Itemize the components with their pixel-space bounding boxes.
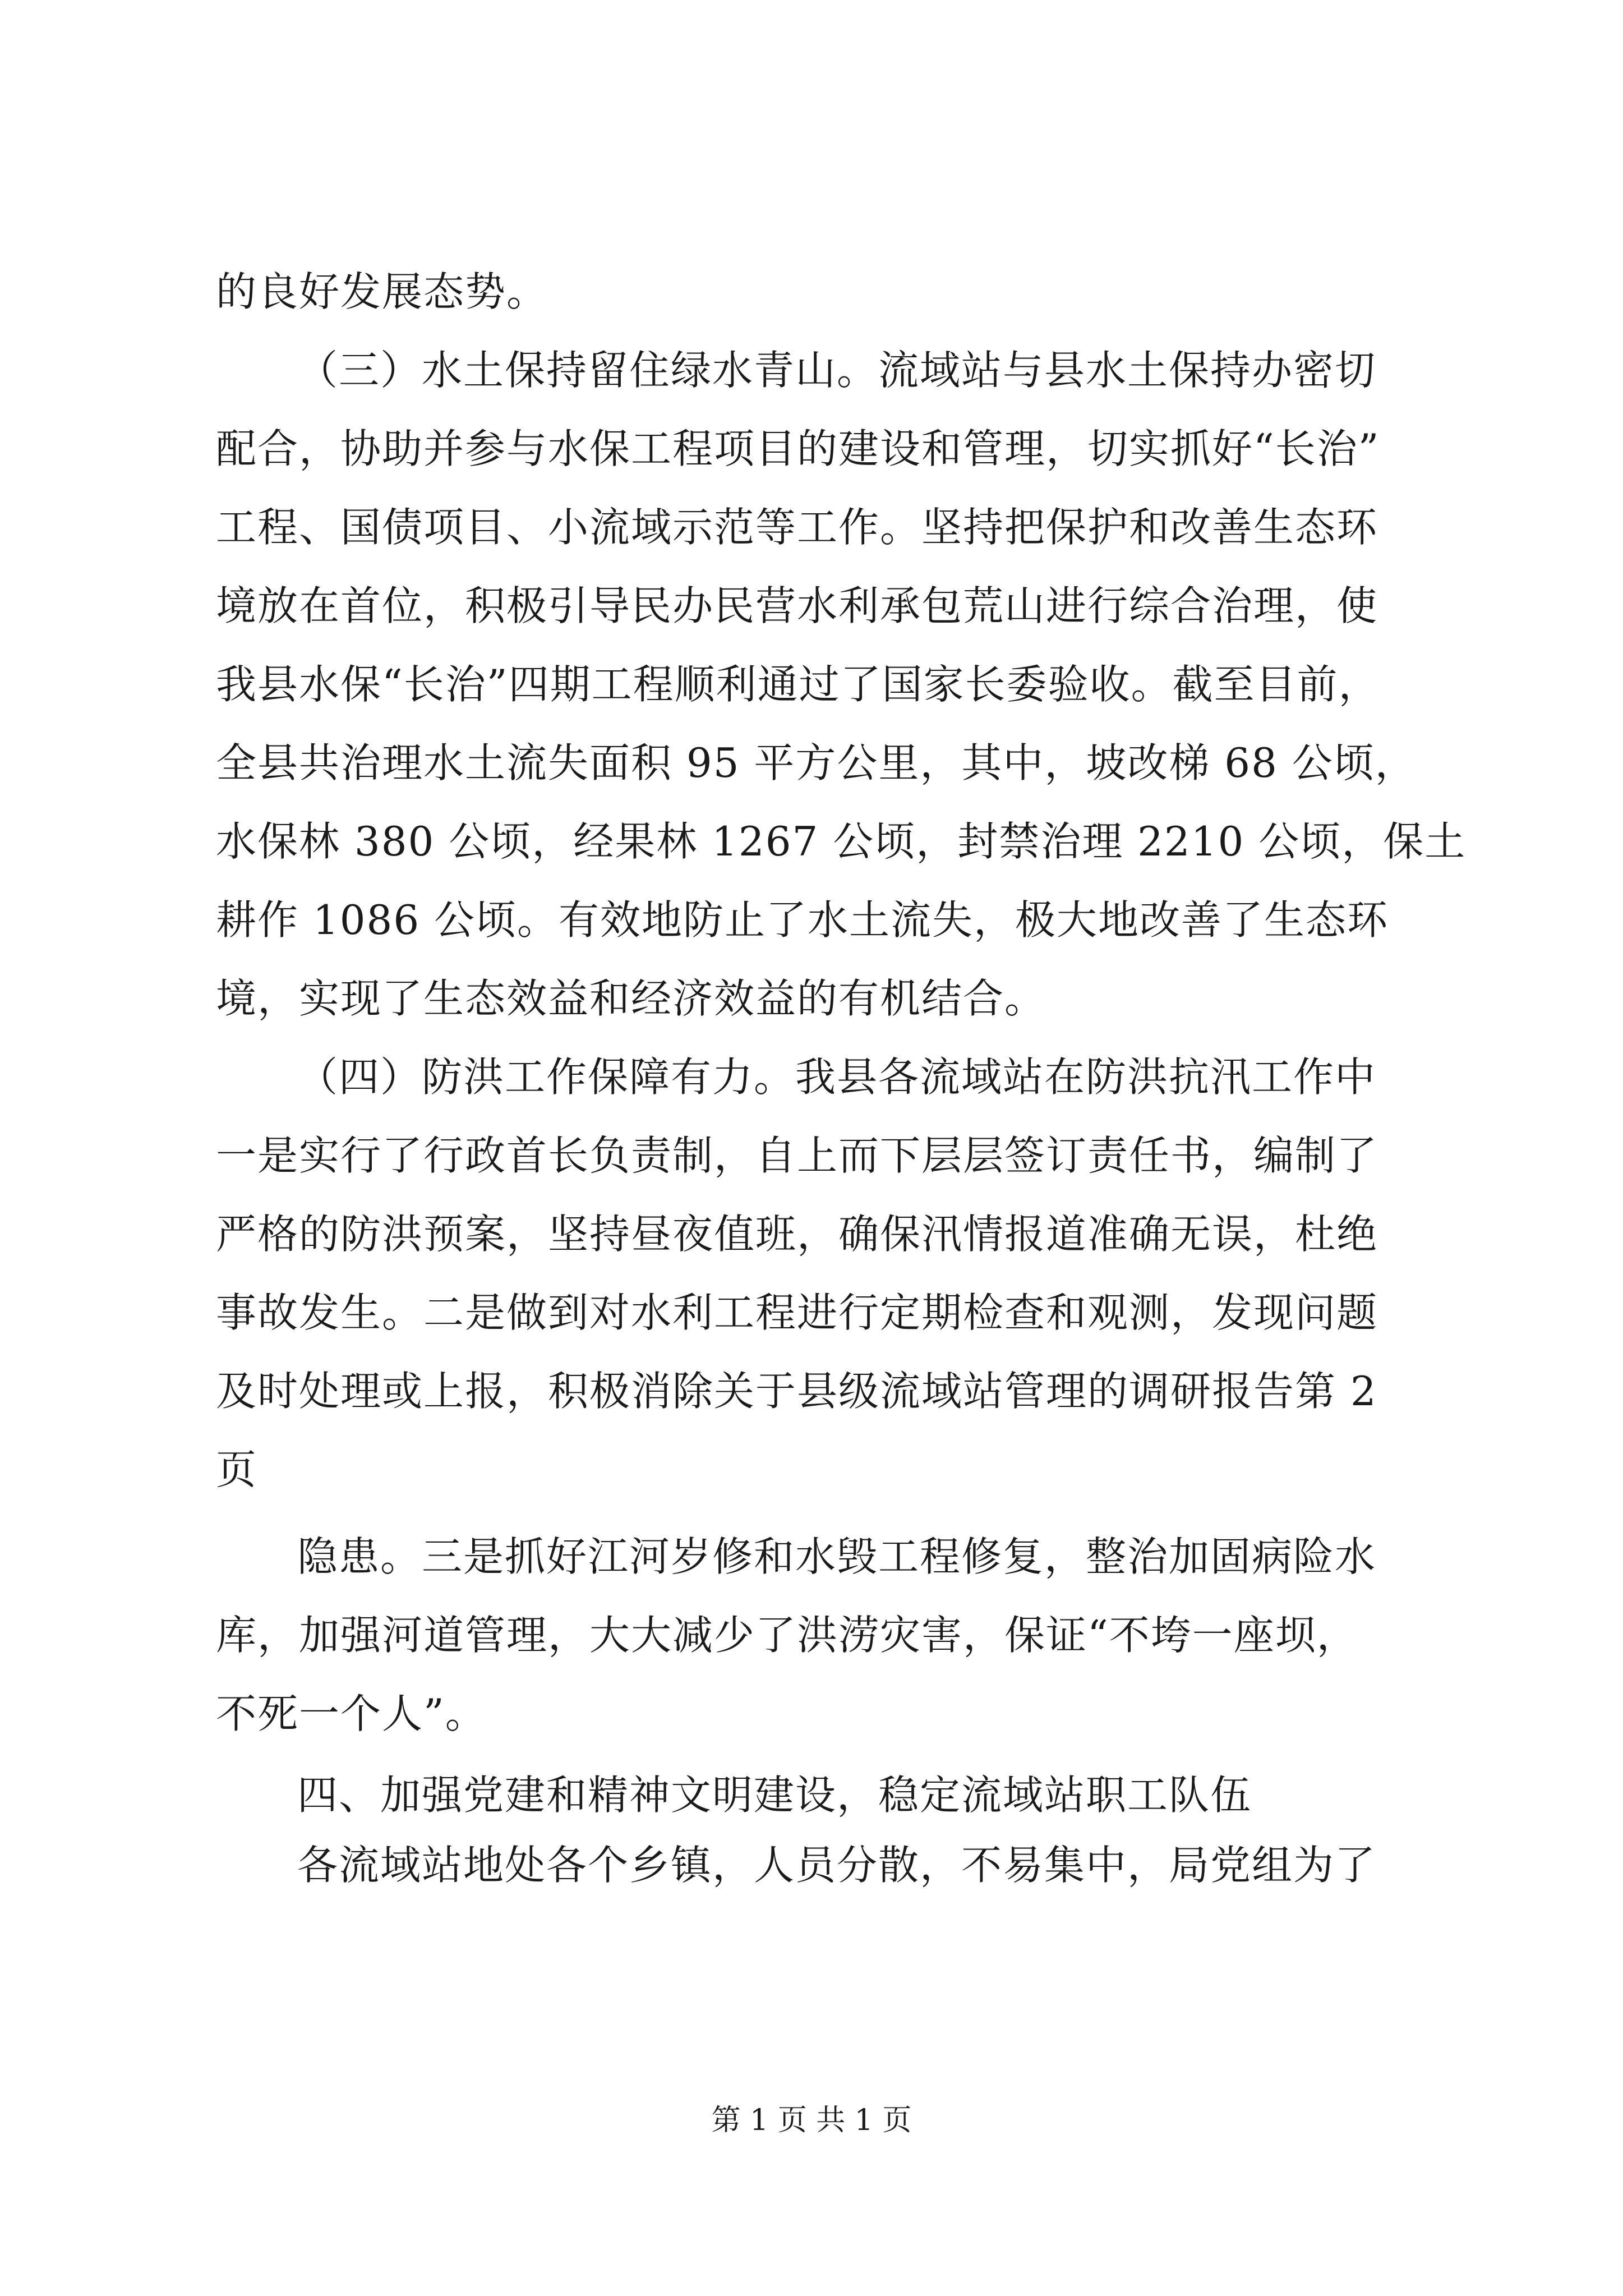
text-line-15: 及时处理或上报，积极消除关于县级流域站管理的调研报告第 2 bbox=[216, 1368, 1377, 1415]
text-line-8: 水保林 380 公顷，经果林 1267 公顷，封禁治理 2210 公顷，保土 bbox=[216, 818, 1467, 865]
text-line-16: 页 bbox=[216, 1446, 258, 1493]
text-line-2: （三）水土保持留住绿水青山。流域站与县水土保持办密切 bbox=[297, 347, 1377, 394]
text-line-1: 的良好发展态势。 bbox=[216, 268, 548, 315]
text-line-4: 工程、国债项目、小流域示范等工作。坚持把保护和改善生态环 bbox=[216, 504, 1378, 551]
text-line-14: 事故发生。二是做到对水利工程进行定期检查和观测，发现问题 bbox=[216, 1289, 1378, 1336]
text-line-18: 库，加强河道管理，大大减少了洪涝灾害，保证“不垮一座坝， bbox=[216, 1612, 1358, 1659]
text-line-10: 境，实现了生态效益和经济效益的有机结合。 bbox=[216, 975, 1046, 1022]
text-line-17: 隐患。三是抓好江河岁修和水毁工程修复，整治加固病险水 bbox=[297, 1533, 1377, 1580]
text-line-6: 我县水保“长治”四期工程顺利通过了国家长委验收。截至目前， bbox=[216, 661, 1380, 708]
text-line-3: 配合，协助并参与水保工程项目的建设和管理，切实抓好“长治” bbox=[216, 425, 1380, 472]
text-line-5: 境放在首位，积极引导民办民营水利承包荒山进行综合治理，使 bbox=[216, 582, 1378, 629]
text-line-21: 各流域站地处各个乡镇，人员分散，不易集中，局党组为了 bbox=[297, 1842, 1377, 1889]
page-footer: 第 1 页 共 1 页 bbox=[711, 2104, 912, 2137]
text-line-7: 全县共治理水土流失面积 95 平方公里，其中，坡改梯 68 公顷， bbox=[216, 739, 1417, 786]
text-line-9: 耕作 1086 公顷。有效地防止了水土流失，极大地改善了生态环 bbox=[216, 896, 1389, 944]
text-line-11: （四）防洪工作保障有力。我县各流域站在防洪抗汛工作中 bbox=[297, 1053, 1377, 1101]
section-heading: 四、加强党建和精神文明建设，稳定流域站职工队伍 bbox=[297, 1772, 1252, 1819]
text-line-13: 严格的防洪预案，坚持昼夜值班，确保汛情报道准确无误，杜绝 bbox=[216, 1211, 1378, 1258]
text-line-12: 一是实行了行政首长负责制，自上而下层层签订责任书，编制了 bbox=[216, 1132, 1378, 1179]
text-line-19: 不死一个人”。 bbox=[216, 1690, 487, 1737]
